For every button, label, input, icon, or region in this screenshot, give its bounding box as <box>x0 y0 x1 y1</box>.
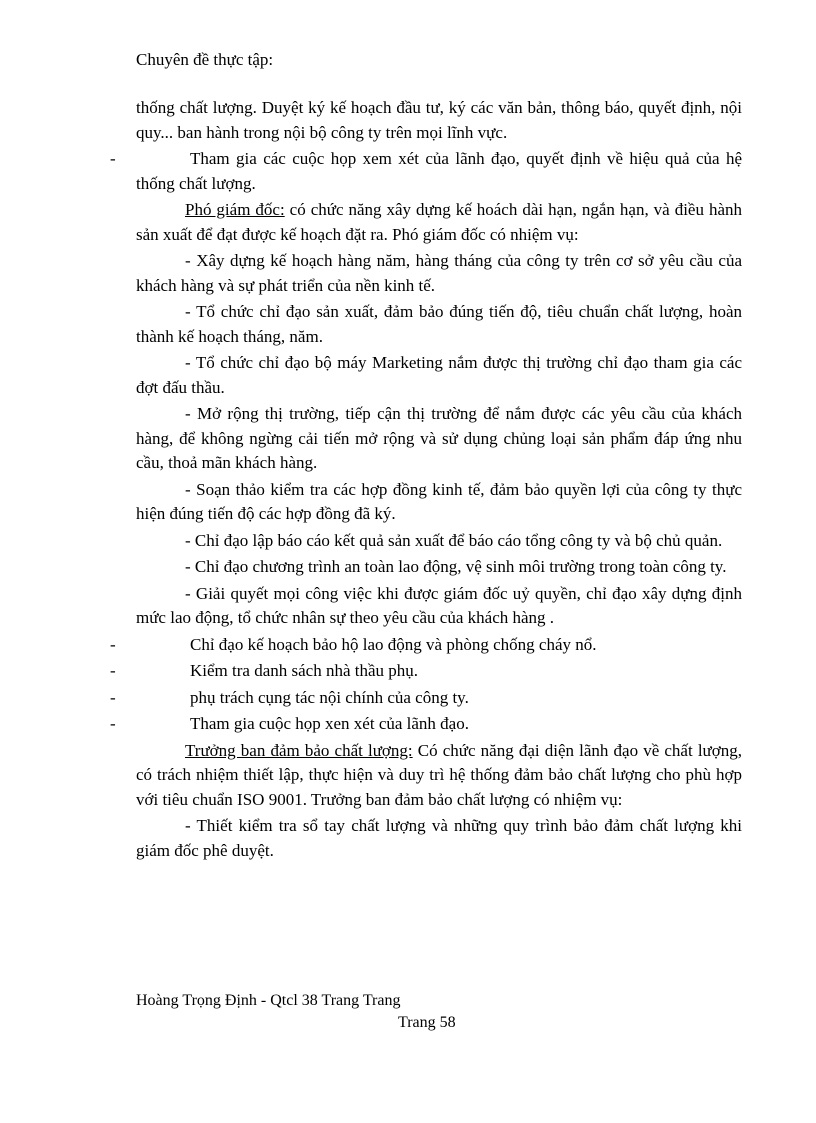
paragraph-text: - Giải quyết mọi công việc khi được giám đốc uỷ quyền, chỉ đạo xây dựng định mức lao động, tổ chức nhân sự theo yêu cầu của khách hàng . <box>136 583 742 627</box>
bullet-dash: - <box>110 661 116 680</box>
paragraph-text: Tham gia cuộc họp xen xét của lãnh đạo. <box>190 714 469 733</box>
page-number: Trang 58 <box>398 1014 456 1031</box>
paragraph <box>136 300 742 349</box>
paragraph <box>136 478 742 527</box>
paragraph <box>136 249 742 298</box>
document-body <box>110 96 742 865</box>
paragraph <box>136 402 742 476</box>
bullet-item <box>110 147 742 196</box>
paragraph <box>136 582 742 631</box>
paragraph-text: - Mở rộng thị trường, tiếp cận thị trường để nắm được các yêu cầu của khách hàng, để không ngừng cải tiến mở rộng và sử dụng chủng loại sản phẩm đáp ứng nhu cầu, thoả mãn khách hàng. <box>136 404 742 472</box>
page-header <box>136 48 273 72</box>
paragraph-text: - Chỉ đạo chương trình an toàn lao động, vệ sinh môi trường trong toàn công ty. <box>185 557 727 576</box>
paragraph-text: Chỉ đạo kế hoạch bảo hộ lao động và phòng chống cháy nổ. <box>190 634 597 654</box>
paragraph-continuation <box>136 96 742 145</box>
section-truong-ban <box>136 739 742 813</box>
paragraph-text: có chức năng xây dựng kế hoách dài hạn, ngắn hạn, và điều hành sản xuất để đạt được kế hoạch đặt ra. Phó giám đốc có nhiệm vụ: <box>136 200 742 244</box>
paragraph-text: - Xây dựng kế hoạch hàng năm, hàng tháng của công ty trên cơ sở yêu cầu của khách hàng và sự phát triển của nền kinh tế. <box>136 251 742 295</box>
paragraph <box>136 555 742 580</box>
paragraph-text: phụ trách cụng tác nội chính của công ty. <box>190 687 469 707</box>
paragraph <box>136 529 742 554</box>
section-label: Trưởng ban đảm bảo chất lượng: <box>185 740 413 760</box>
section-pho-giam-doc <box>136 198 742 247</box>
paragraph-text: - Tổ chức chỉ đạo sản xuất, đảm bảo đúng tiến độ, tiêu chuẩn chất lượng, hoàn thành kế hoạch tháng, năm. <box>136 302 742 346</box>
bullet-item <box>110 659 742 684</box>
paragraph-text: - Chỉ đạo lập báo cáo kết quả sản xuất để báo cáo tổng công ty và bộ chủ quản. <box>185 530 723 550</box>
page-footer <box>136 990 476 1034</box>
footer-author: Hoàng Trọng Định - Qtcl 38 Trang Trang <box>136 992 401 1009</box>
paragraph-text: thống chất lượng. Duyệt ký kế hoạch đầu tư, ký các văn bản, thông báo, quyết định, nội quy... ban hành trong nội bộ công ty trên mọi lĩnh vực. <box>136 98 742 142</box>
paragraph <box>136 351 742 400</box>
bullet-item <box>110 686 742 711</box>
paragraph <box>136 814 742 863</box>
paragraph-text: Kiểm tra danh sách nhà thầu phụ. <box>190 661 419 680</box>
paragraph-text: - Soạn thảo kiểm tra các hợp đồng kinh tế, đảm bảo quyền lợi của công ty thực hiện đúng tiến độ các hợp đồng đã ký. <box>136 479 742 523</box>
paragraph-text: - Thiết kiểm tra sổ tay chất lượng và những quy trình bảo đảm chất lượng khi giám đốc phê duyệt. <box>136 816 742 860</box>
bullet-item <box>110 712 742 737</box>
bullet-item <box>110 633 742 658</box>
bullet-dash: - <box>110 634 116 654</box>
bullet-dash: - <box>110 714 116 733</box>
header-title: Chuyên đề thực tập: <box>136 50 274 69</box>
paragraph-text: Có chức năng đại diện lãnh đạo về chất lượng, có trách nhiệm thiết lập, thực hiện và duy trì hệ thống đảm bảo chất lượng cho phù hợp với tiêu chuẩn ISO 9001. Trưởng ban đảm bảo chất lượng có nhiệm vụ: <box>136 740 742 809</box>
bullet-dash: - <box>110 687 116 707</box>
paragraph-text: - Tổ chức chỉ đạo bộ máy Marketing nắm được thị trường chỉ đạo tham gia các đợt đấu thầu. <box>136 353 742 397</box>
bullet-dash: - <box>110 149 116 168</box>
paragraph-text: Tham gia các cuộc họp xem xét của lãnh đạo, quyết định về hiệu quả của hệ thống chất lượng. <box>136 149 742 193</box>
section-label: Phó giám đốc: <box>185 200 285 219</box>
